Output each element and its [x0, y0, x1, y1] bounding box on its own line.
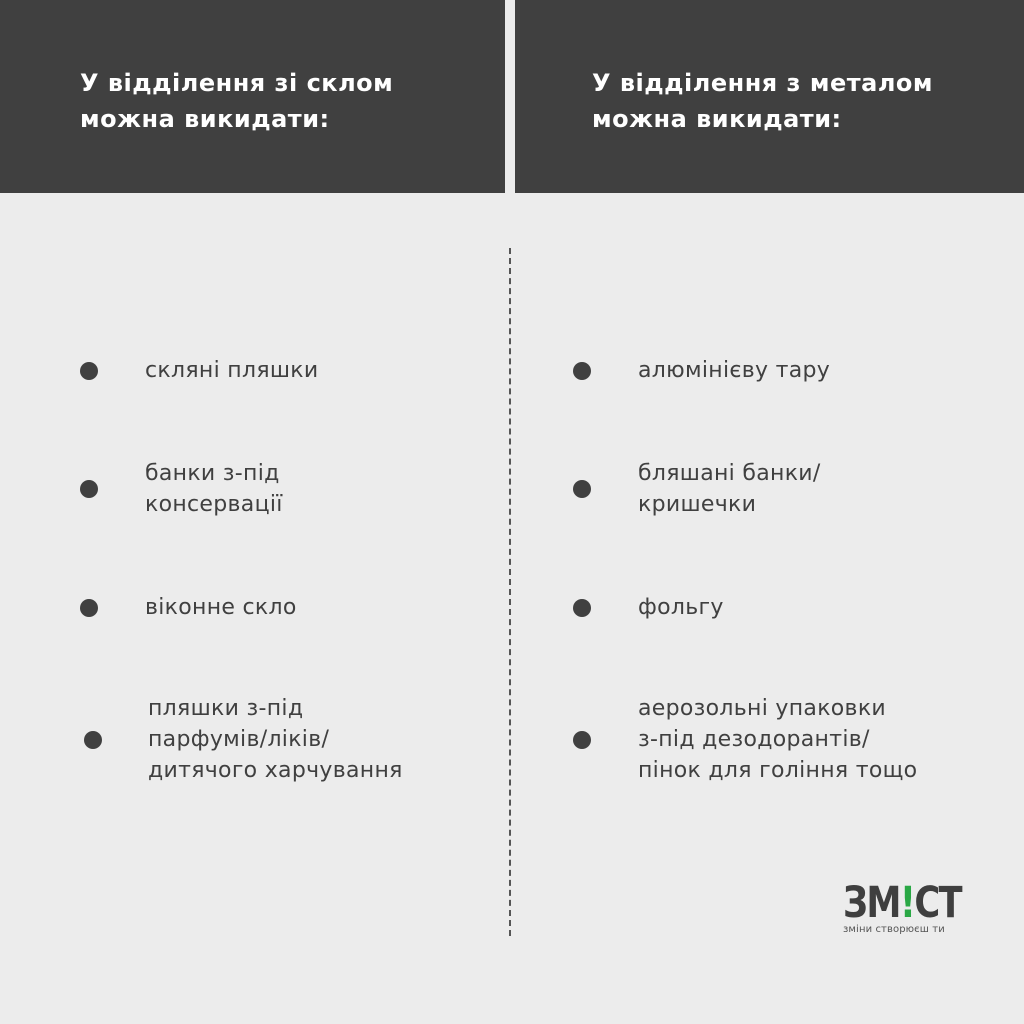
logo-text-start: ЗМ [843, 878, 900, 928]
logo-wordmark [843, 878, 961, 928]
metal-list-item [573, 693, 917, 786]
glass-list-item [80, 355, 318, 386]
metal-item-text [638, 458, 821, 520]
metal-item-line: кришечки [638, 492, 757, 517]
glass-item-line: банки з-під [145, 461, 280, 486]
header-metal-title-line-1: У відділення з металом [592, 69, 934, 97]
glass-item-line: віконне скло [145, 595, 297, 620]
metal-list-item [573, 458, 821, 520]
metal-item-line: бляшані банки/ [638, 461, 821, 486]
glass-item-text [145, 458, 283, 520]
glass-item-line: консервації [145, 492, 283, 517]
glass-item-text [148, 693, 403, 786]
glass-item-line: дитячого харчування [148, 758, 403, 783]
bullet-icon [573, 731, 591, 749]
metal-list-item [573, 592, 724, 623]
header-glass-title-line-1: У відділення зі склом [80, 69, 394, 97]
bullet-icon [573, 362, 591, 380]
header-metal-title-line-2: можна викидати: [592, 105, 842, 133]
metal-item-line: алюмінієву тару [638, 358, 831, 383]
bullet-icon [84, 731, 102, 749]
logo-accent-mark: ! [899, 878, 915, 928]
logo-text-end: СТ [914, 878, 961, 928]
glass-item-text [145, 592, 297, 623]
glass-item-line: парфумів/ліків/ [148, 727, 330, 752]
glass-item-line: пляшки з-під [148, 696, 304, 721]
metal-item-text [638, 693, 917, 786]
column-divider [509, 248, 511, 936]
metal-list-item [573, 355, 830, 386]
bullet-icon [80, 480, 98, 498]
metal-item-line: з-під дезодорантів/ [638, 727, 870, 752]
header-metal [515, 0, 1024, 193]
metal-item-line: фольгу [638, 595, 724, 620]
bullet-icon [573, 480, 591, 498]
header-glass [0, 0, 505, 193]
logo-tagline: зміни створюєш ти [843, 924, 945, 935]
glass-list-item [80, 458, 283, 520]
metal-item-line: аерозольні упаковки [638, 696, 887, 721]
header-glass-title-line-2: можна викидати: [80, 105, 330, 133]
glass-list-item [80, 592, 297, 623]
glass-item-line: скляні пляшки [145, 358, 319, 383]
metal-item-line: пінок для гоління тощо [638, 758, 918, 783]
metal-item-text [638, 592, 724, 623]
metal-item-text [638, 355, 830, 386]
bullet-icon [80, 362, 98, 380]
glass-list-item [84, 693, 403, 786]
bullet-icon [80, 599, 98, 617]
zmist-logo [843, 878, 961, 935]
bullet-icon [573, 599, 591, 617]
glass-item-text [145, 355, 318, 386]
